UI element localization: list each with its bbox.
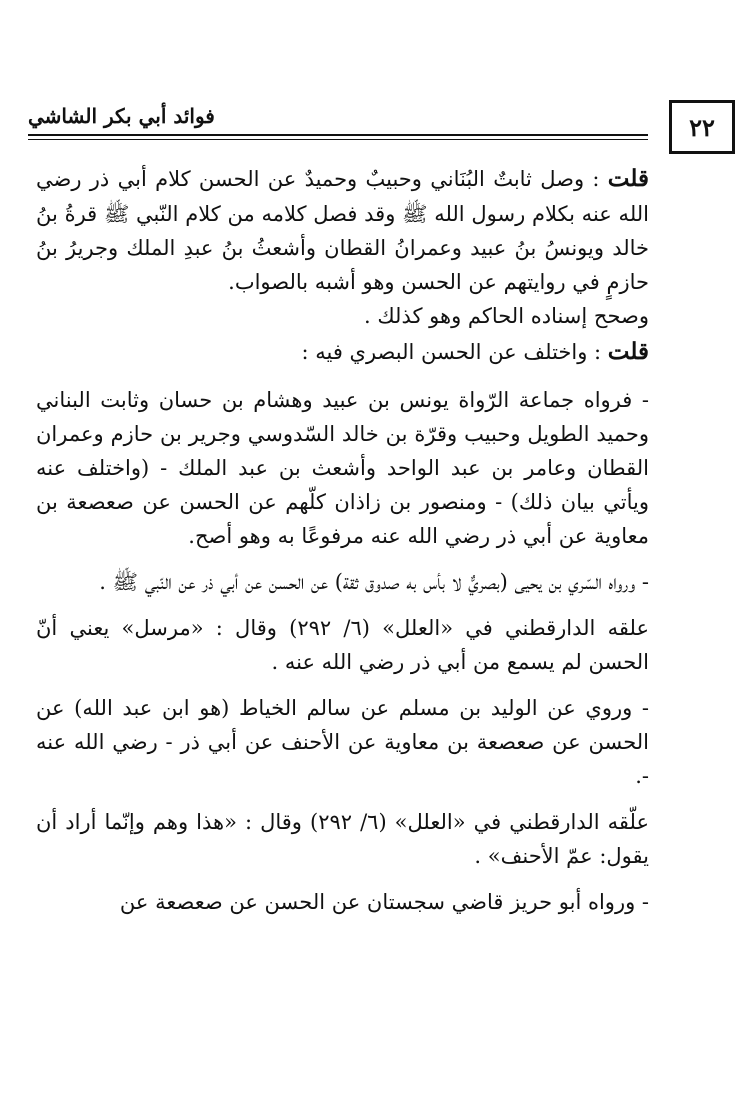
paragraph-lead: قلت (607, 338, 649, 366)
paragraph-body: : وصل ثابتٌ البُنَاني وحبيبٌ وحميدٌ عن الحسن كلام أبي ذر رضي الله عنه بكلام رسول الله ﷺ وقد فصل كلامه من كلام النّبي ﷺ قرةُ بنُ خالد ويونسُ بنُ عبيد وعمرانُ القطان وأشعثُ بنُ عبدِ الملك وجريرُ بنُ حازمٍ في روايتهم عن الحسن وهو أشبه بالصواب. (36, 167, 649, 295)
paragraph-body: - ورواه السّري بن يحيى (بصريٌّ لا بأس به صدوق ثقة) عن الحسن عن أبي ذر عن النّبي ﷺ . (99, 569, 649, 594)
paragraph-3 (36, 333, 649, 370)
paragraph-8 (36, 805, 649, 873)
paragraph-2 (36, 299, 649, 333)
paragraph-5 (36, 565, 649, 599)
paragraph-body: علّقه الدارقطني في «العلل» (٦/ ٢٩٢) وقال : «هذا وهم وإنّما أراد أن يقول: عمّ الأحنف» . (36, 809, 649, 868)
paragraph-1 (36, 160, 649, 299)
paragraph-6 (36, 611, 649, 679)
page-number: ٢٢ (669, 100, 735, 154)
paragraph-body: - ورواه أبو حريز قاضي سجستان عن الحسن عن صعصعة عن (119, 889, 649, 914)
paragraph-4 (36, 383, 649, 553)
paragraph-body: - فرواه جماعة الرّواة يونس بن عبيد وهشام بن حسان وثابت البناني وحميد الطويل وحبيب وقرّة بن خالد السّدوسي وجرير بن حازم وعمران القطان وعامر بن عبد الواحد وأشعث بن عبد الملك - (واختلف عنه ويأتي بيان ذلك) - ومنصور بن زاذان كلّهم عن الحسن عن صعصعة بن معاوية عن أبي ذر رضي الله عنه مرفوعًا به وهو أصح. (36, 387, 649, 548)
paragraph-lead: قلت (607, 165, 649, 192)
body-text (36, 160, 649, 919)
header-rule (28, 134, 648, 140)
paragraph-body: : واختلف عن الحسن البصري فيه : (301, 340, 608, 365)
paragraph-7 (36, 691, 649, 793)
paragraph-9 (36, 885, 649, 919)
paragraph-body: وصحح إسناده الحاكم وهو كذلك . (364, 304, 649, 329)
running-title: فوائد أبي بكر الشاشي (28, 104, 215, 128)
paragraph-body: - وروي عن الوليد بن مسلم عن سالم الخياط (هو ابن عبد الله) عن الحسن عن صعصعة بن معاوية عن الأحنف عن أبي ذر - رضي الله عنه -. (36, 695, 649, 788)
paragraph-body: علقه الدارقطني في «العلل» (٦/ ٢٩٢) وقال : «مرسل» يعني أنّ الحسن لم يسمع من أبي ذر رضي الله عنه . (36, 615, 649, 674)
page-header (28, 88, 715, 150)
